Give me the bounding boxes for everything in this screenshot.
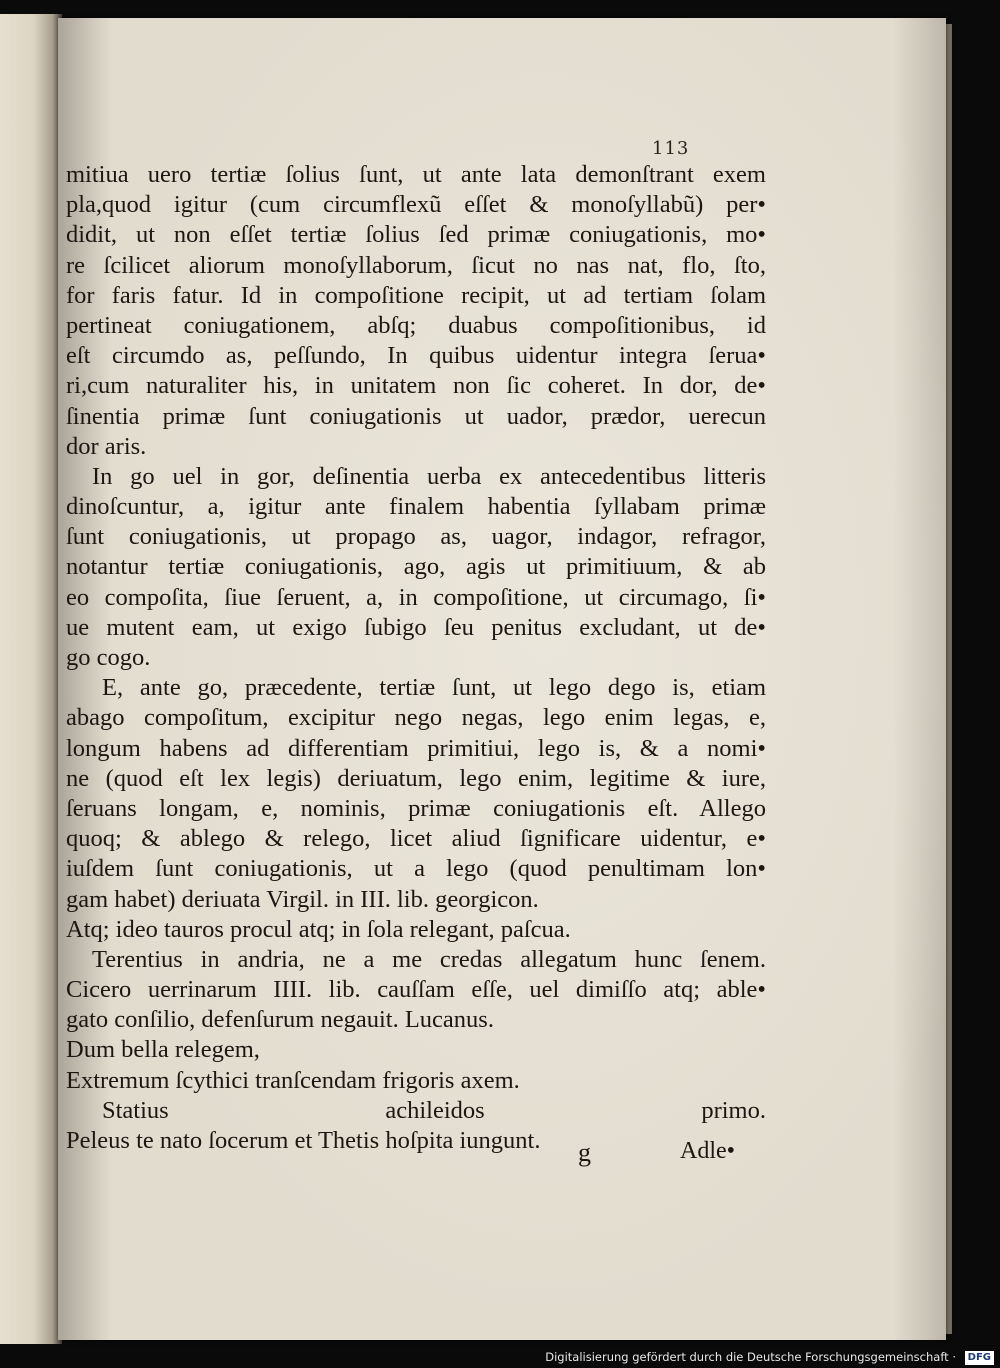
text-line: pertineat coniugationem, abſq; duabus compoſitionibus, id	[66, 311, 766, 339]
text-line: gato conſilio, defenſurum negauit. Lucanus.	[66, 1006, 494, 1034]
text-line: gam habet) deriuata Virgil. in III. lib. georgicon.	[66, 885, 539, 913]
text-line: Extremum ſcythici tranſcendam frigoris axem.	[66, 1066, 520, 1094]
text-line: Terentius in andria, ne a me credas allegatum hunc ſenem.	[92, 945, 766, 973]
text-line: Peleus te nato ſocerum et Thetis hoſpita iungunt.	[66, 1127, 541, 1154]
text-line: Atq; ideo tauros procul atq; in ſola relegant, paſcua.	[66, 915, 571, 943]
signature-mark: g	[578, 1138, 591, 1167]
text-line: pla,quod igitur (cum circumflexũ eſſet & monoſyllabũ) per•	[66, 191, 766, 219]
text-line: iuſdem ſunt coniugationis, ut a lego (quod penultimam lon•	[66, 855, 766, 883]
text-line: dinoſcuntur, a, igitur ante finalem habentia ſyllabam primæ	[66, 493, 766, 521]
text-line: eo compoſita, ſiue ſeruent, a, in compoſitione, ut circumago, ſi•	[66, 583, 766, 611]
text-line: go cogo.	[66, 644, 151, 671]
text-line: In go uel in gor, deſinentia uerba ex antecedentibus litteris	[92, 462, 766, 490]
text-line: longum habens ad differentiam primitiui, lego is, & a nomi•	[66, 734, 766, 762]
text-line: ri,cum naturaliter his, in unitatem non ſic coheret. In dor, de•	[66, 372, 766, 400]
folio-number: 113	[652, 138, 690, 159]
body-text	[66, 160, 766, 1156]
text-line: Cicero uerrinarum IIII. lib. cauſſam eſſe, uel dimiſſo atq; able•	[66, 976, 766, 1004]
text-line: ne (quod eſt lex legis) deriuatum, lego enim, legitime & iure,	[66, 764, 766, 792]
text-line: ſeruans longam, e, nominis, primæ coniugationis eſt. Allego	[66, 794, 766, 822]
text-line: re ſcilicet aliorum monoſyllaborum, ſicut no nas nat, flo, ſto,	[66, 251, 766, 279]
text-line: ue mutent eam, ut exigo ſubigo ſeu penitus excludant, ut de•	[66, 613, 766, 641]
text-line: mitiua uero tertiæ ſolius ſunt, ut ante lata demonſtrant exem	[66, 161, 766, 188]
text-line: ſinentia primæ ſunt coniugationis ut uador, prædor, uerecun	[66, 402, 766, 430]
catchword: Adle•	[680, 1138, 736, 1164]
text-line: eſt circumdo as, peſſundo, In quibus uidentur integra ſerua•	[66, 342, 766, 370]
text-line: abago compoſitum, excipitur nego negas, lego enim legas, e,	[66, 704, 766, 732]
facing-page-edge	[0, 14, 62, 1344]
text-line: E, ante go, præcedente, tertiæ ſunt, ut lego dego is, etiam	[102, 674, 766, 702]
text-line: dor aris.	[66, 432, 147, 460]
text-line: quoq; & ablego & relego, licet aliud ſignificare uidentur, e•	[66, 825, 766, 853]
text-line: Statius achileidos primo.	[102, 1096, 766, 1124]
text-line: notantur tertiæ coniugationis, ago, agis ut primitiuum, & ab	[66, 553, 766, 581]
digitization-credit: Digitalisierung gefördert durch die Deutsche Forschungsgemeinschaft ·	[545, 1350, 956, 1364]
text-line: for faris fatur. Id in compoſitione recipit, ut ad tertiam ſolam	[66, 281, 766, 309]
text-line: ſunt coniugationis, ut propago as, uagor, indagor, refragor,	[66, 523, 766, 551]
text-line: didit, ut non eſſet tertiæ ſolius ſed primæ coniugationis, mo•	[66, 221, 766, 249]
text-line: Dum bella relegem,	[66, 1036, 260, 1064]
dfg-logo: DFG	[965, 1351, 994, 1365]
